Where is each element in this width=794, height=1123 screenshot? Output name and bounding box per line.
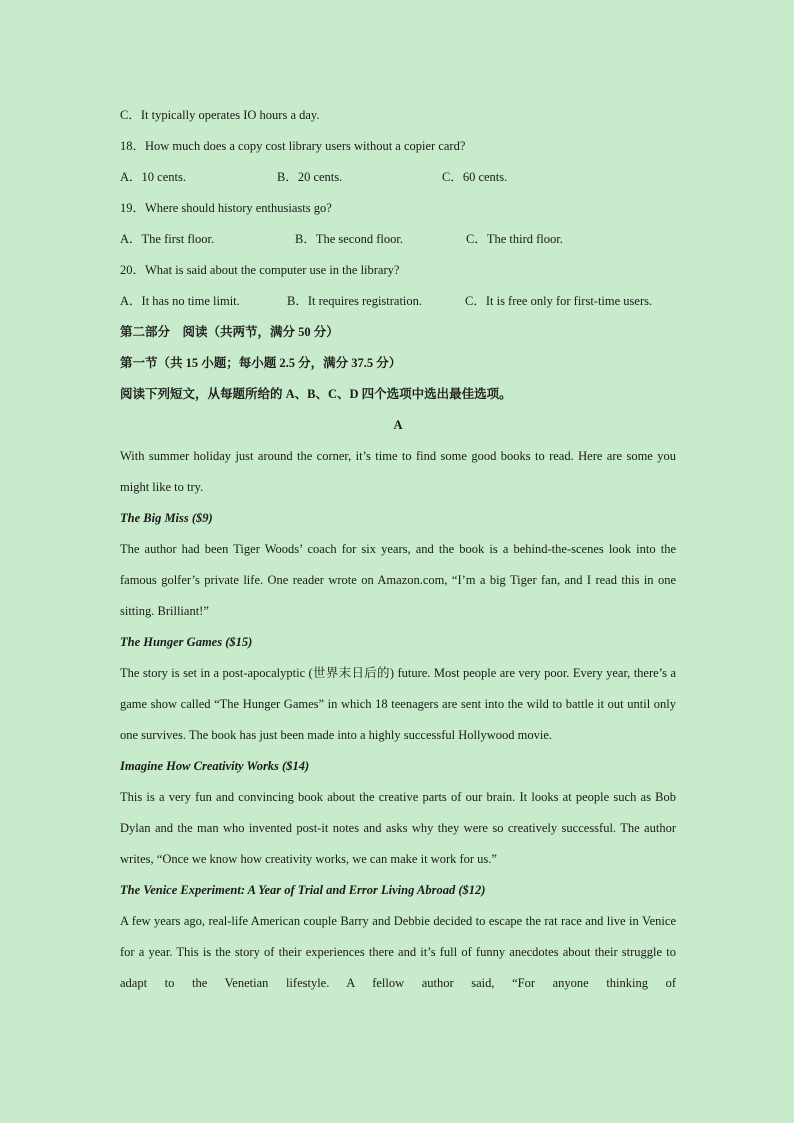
q19-option-a: A．The first floor. bbox=[120, 232, 215, 246]
book-title-hunger-games: The Hunger Games ($15) bbox=[120, 635, 253, 649]
section-instruction: 阅读下列短文，从每题所给的 A、B、C、D 四个选项中选出最佳选项。 bbox=[120, 387, 512, 401]
q18-stem: 18．How much does a copy cost library users without a copier card? bbox=[120, 139, 466, 153]
q20-stem: 20．What is said about the computer use in the library? bbox=[120, 263, 400, 277]
q18-option-c: C．60 cents. bbox=[442, 170, 508, 184]
passage-intro: With summer holiday just around the corner, it’s time to find some good books to read. Here are some you might like to try. bbox=[120, 449, 676, 494]
q20-options bbox=[120, 286, 676, 317]
book-text-big-miss: The author had been Tiger Woods’ coach for six years, and the book is a behind-the-scenes look into the famous golfer’s private life. One reader wrote on Amazon.com, “I’m a big Tiger fan, and I read this in one sitting. Brilliant!” bbox=[120, 542, 676, 618]
part-title: 第二部分 阅读（共两节，满分 50 分） bbox=[120, 325, 339, 339]
q18-option-b: B．20 cents. bbox=[277, 170, 343, 184]
section-subtitle: 第一节（共 15 小题；每小题 2.5 分，满分 37.5 分） bbox=[120, 356, 402, 370]
q18-option-a: A．10 cents. bbox=[120, 170, 186, 184]
passage-label: A bbox=[393, 418, 403, 432]
book-text-imagine: This is a very fun and convincing book about the creative parts of our brain. It looks at people such as Bob Dylan and the man who invented post-it notes and asks why they were so creatively successful. The author writes, “Once we know how creativity works, we can make it work for us.” bbox=[120, 790, 676, 866]
book-title-venice: The Venice Experiment: A Year of Trial and Error Living Abroad ($12) bbox=[120, 883, 486, 897]
q20-option-b: B．It requires registration. bbox=[287, 294, 423, 308]
q19-option-b: B．The second floor. bbox=[295, 232, 403, 246]
q19-option-c: C．The third floor. bbox=[466, 232, 563, 246]
book-text-hunger-games: The story is set in a post-apocalyptic (世界末日后的) future. Most people are very poor. Every year, there’s a game show called “The Hunger Games” in which 18 teenagers are sent into the wild to battle it out until only one survives. The book has just been made into a highly successful Hollywood movie. bbox=[120, 666, 676, 742]
q20-option-a: A．It has no time limit. bbox=[120, 294, 240, 308]
q19-stem: 19．Where should history enthusiasts go? bbox=[120, 201, 332, 215]
book-title-imagine: Imagine How Creativity Works ($14) bbox=[120, 759, 310, 773]
book-text-venice: A few years ago, real-life American couple Barry and Debbie decided to escape the rat race and live in Venice for a year. This is the story of their experiences there and it’s full of funny anecdotes about their struggle to adapt to the Venetian lifestyle. A fellow author said, “For anyone thinking of bbox=[120, 914, 676, 990]
q18-options bbox=[120, 162, 676, 193]
q17-option-c: C．It typically operates IO hours a day. bbox=[120, 108, 320, 122]
q20-option-c: C．It is free only for first-time users. bbox=[465, 294, 653, 308]
book-title-big-miss: The Big Miss ($9) bbox=[120, 511, 213, 525]
q19-options bbox=[120, 224, 676, 255]
document-page bbox=[120, 100, 676, 999]
